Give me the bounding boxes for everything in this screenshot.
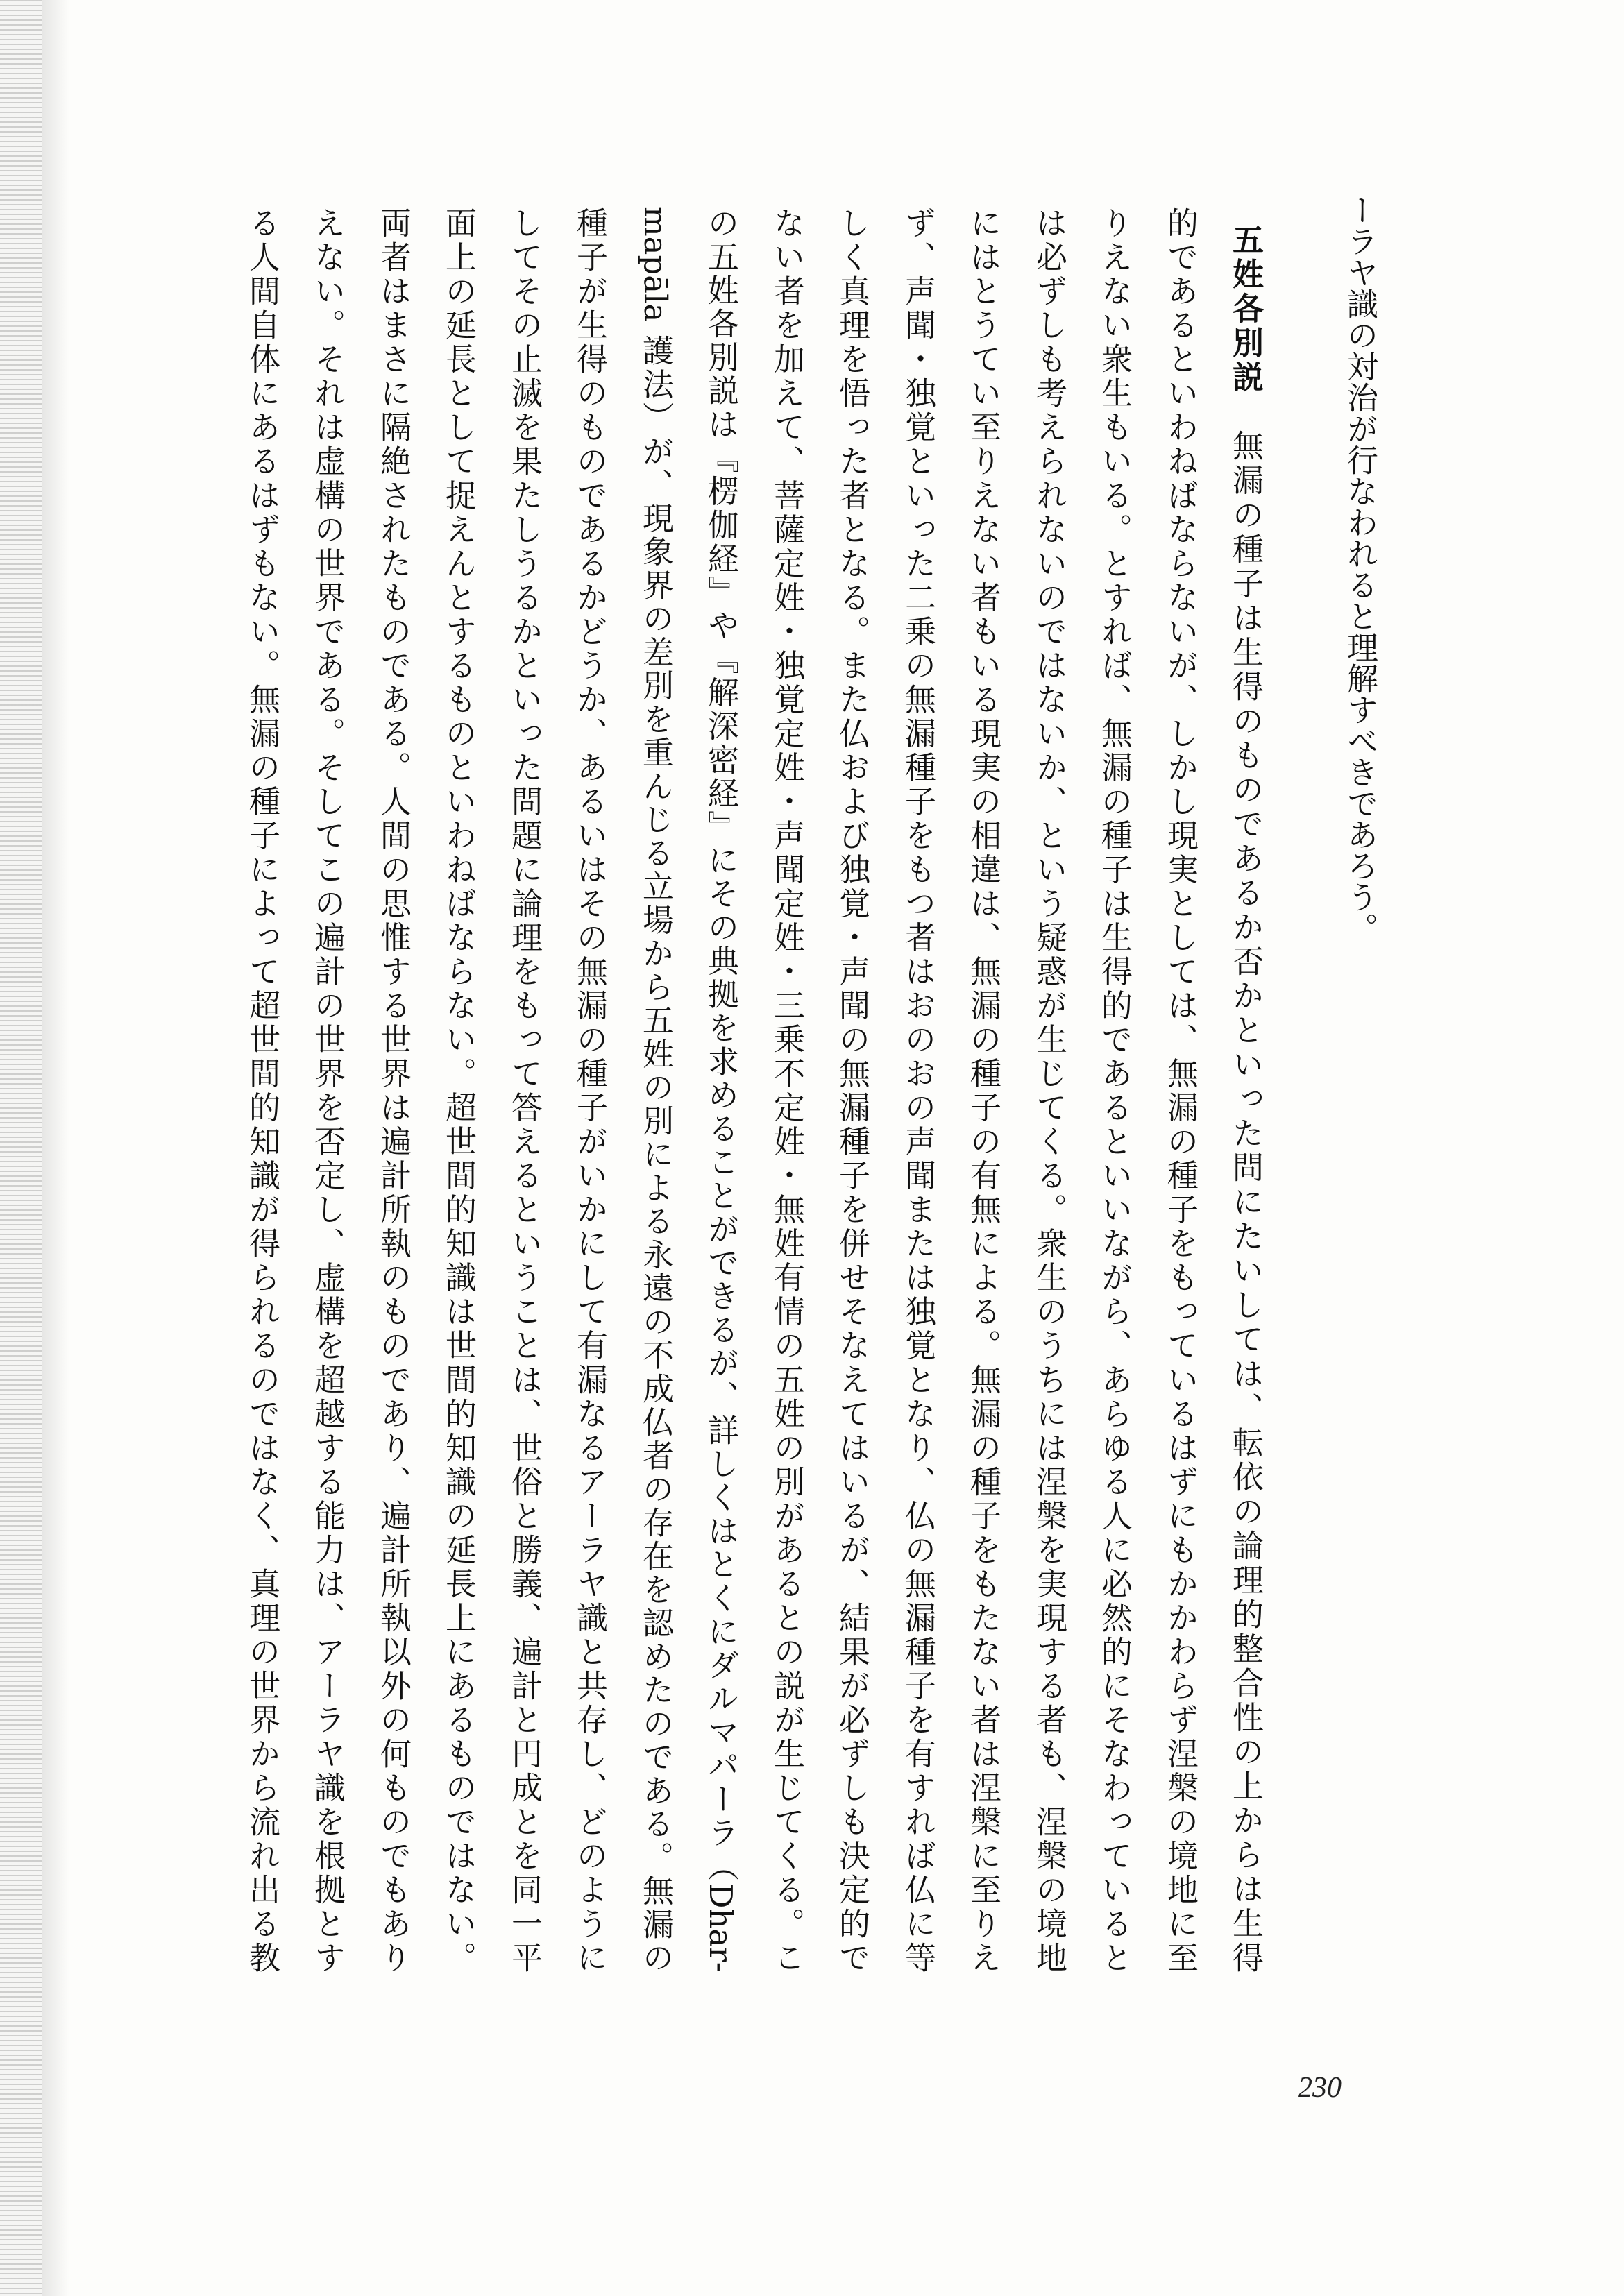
scan-edge-gradient (42, 0, 69, 2296)
text-column-6: にはとうてい至りえない者もいる現実の相違は、無漏の種子の有無による。無漏の種子をもたない者は涅槃に至りえ (965, 207, 1001, 1973)
text-column-1: ーラヤ識の対治が行なわれると理解すべきであろう。 (1342, 194, 1378, 944)
text-column-9: ない者を加えて、菩薩定姓・独覚定姓・声聞定姓・三乗不定姓・無姓有情の五姓の別があるとの説が生じてくる。こ (768, 207, 805, 1973)
text-column-17: る人間自体にあるはずもない。無漏の種子によって超世間的知識が得られるのではなく、真理の世界から流れ出る教 (244, 207, 280, 1973)
text-column-2-body: 無漏の種子は生得のものであるか否かといった問にたいしては、転依の論理的整合性の上からは生得 (1227, 395, 1264, 1973)
text-column-12: 種子が生得のものであるかどうか、あるいはその無漏の種子がいかにして有漏なるアーラヤ識と共存し、どのように (571, 207, 608, 1973)
section-heading: 五姓各別説 (1227, 223, 1264, 396)
text-column-11: mapāla 護法）が、現象界の差別を重んじる立場から五姓の別による永遠の不成仏者の存在を認めたのである。無漏の (637, 207, 674, 1973)
text-column-7: ず、声聞・独覚といった二乗の無漏種子をもつ者はおのおの声聞または独覚となり、仏の無漏種子を有すれば仏に等 (899, 207, 936, 1973)
text-column-15: 両者はまさに隔絶されたものである。人間の思惟する世界は遍計所執のものであり、遍計所執以外の何ものでもあり (375, 207, 412, 1973)
text-column-10: の五姓各別説は『楞伽経』や『解深密経』にその典拠を求めることができるが、詳しくはとくにダルマパーラ（Dhar- (702, 207, 739, 1973)
text-column-13: してその止滅を果たしうるかといった問題に論理をもって答えるということは、世俗と勝義、遍計と円成とを同一平 (506, 207, 543, 1973)
text-column-2 (1224, 223, 1266, 1973)
text-column-5: は必ずしも考えられないのではないか、という疑惑が生じてくる。衆生のうちには涅槃を実現する者も、涅槃の境地 (1031, 207, 1067, 1973)
text-column-8: しく真理を悟った者となる。また仏および独覚・声聞の無漏種子を併せそなえてはいるが、結果が必ずしも決定的で (834, 207, 870, 1973)
text-column-14: 面上の延長として捉えんとするものといわねばならない。超世間的知識は世間的知識の延長上にあるものではない。 (440, 207, 477, 1973)
scan-edge-shadow (0, 0, 42, 2296)
text-column-16: えない。それは虚構の世界である。そしてこの遍計の世界を否定し、虚構を超越する能力は、アーラヤ識を根拠とす (309, 207, 346, 1973)
text-column-3: 的であるといわねばならないが、しかし現実としては、無漏の種子をもっているはずにもかかわらず涅槃の境地に至 (1162, 207, 1199, 1973)
text-column-4: りえない衆生もいる。とすれば、無漏の種子は生得的であるといいながら、あらゆる人に必然的にそなわっていると (1096, 207, 1133, 1973)
page-number: 230 (1298, 2072, 1342, 2104)
